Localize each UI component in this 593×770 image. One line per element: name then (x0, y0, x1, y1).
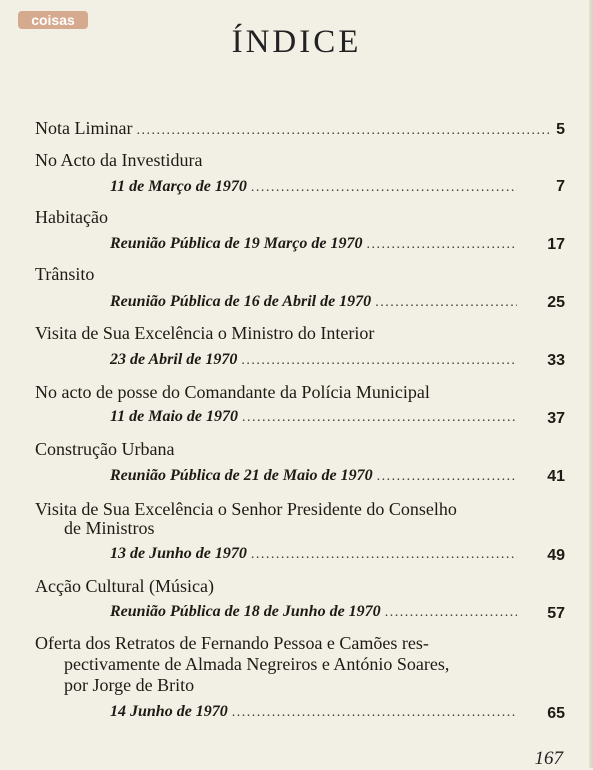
dot-leader (385, 602, 517, 624)
page-number: 41 (547, 468, 565, 485)
toc-entry-title: Habitação (35, 207, 108, 227)
toc-entry-date: 11 de Maio de 1970 (110, 408, 238, 425)
page-number: 25 (547, 294, 565, 311)
page-number: 65 (547, 705, 565, 722)
page-number: 49 (547, 547, 565, 564)
page-number: 7 (556, 178, 565, 195)
dot-leader (136, 120, 550, 142)
dot-leader (251, 544, 517, 566)
dot-leader (242, 407, 517, 429)
dot-leader (241, 350, 517, 372)
toc-entry-date: Reunião Pública de 16 de Abril de 1970 (110, 293, 372, 310)
toc-entry-title-continuation: pectivamente de Almada Negreiros e António Soares, (64, 654, 450, 674)
toc-entry-date: Reunião Pública de 19 Março de 1970 (110, 235, 363, 252)
watermark-logo: coisas (18, 11, 88, 29)
toc-entry-title: Construção Urbana (35, 439, 175, 459)
page-edge (589, 0, 593, 768)
dot-leader (377, 466, 517, 488)
page-number: 37 (547, 410, 565, 427)
dot-leader (366, 234, 517, 256)
toc-entry-title: Nota Liminar (35, 118, 133, 138)
toc-entry-title: Visita de Sua Excelência o Senhor Presidente do Conselho (35, 499, 457, 519)
page-number: 33 (547, 352, 565, 369)
toc-entry-title: No acto de posse do Comandante da Polícia Municipal (35, 382, 430, 402)
page-number: 57 (547, 605, 565, 622)
toc-entry-title: Visita de Sua Excelência o Ministro do Interior (35, 323, 375, 343)
toc-entry-date: 14 Junho de 1970 (110, 703, 228, 720)
toc-entry-title: No Acto da Investidura (35, 150, 203, 170)
dot-leader (251, 177, 517, 199)
page-title: ÍNDICE (231, 24, 362, 60)
toc-entry-date: Reunião Pública de 21 de Maio de 1970 (110, 467, 373, 484)
dot-leader (232, 702, 517, 724)
toc-entry-title-continuation: por Jorge de Brito (64, 675, 195, 695)
page-number: 17 (547, 236, 565, 253)
toc-entry-date: 13 de Junho de 1970 (110, 545, 247, 562)
toc-entry-date: 11 de Março de 1970 (110, 178, 247, 195)
toc-entry-date: 23 de Abril de 1970 (110, 351, 238, 368)
toc-entry-date: Reunião Pública de 18 de Junho de 1970 (110, 603, 381, 620)
toc-entry-title: Oferta dos Retratos de Fernando Pessoa e Camões res- (35, 633, 429, 653)
toc-entry-title: Trânsito (35, 264, 95, 284)
toc-entry-title-continuation: de Ministros (64, 518, 155, 538)
dot-leader (375, 292, 517, 314)
toc-entry-title: Acção Cultural (Música) (35, 576, 214, 596)
page-folio-number: 167 (534, 748, 563, 769)
page-number: 5 (556, 121, 565, 138)
